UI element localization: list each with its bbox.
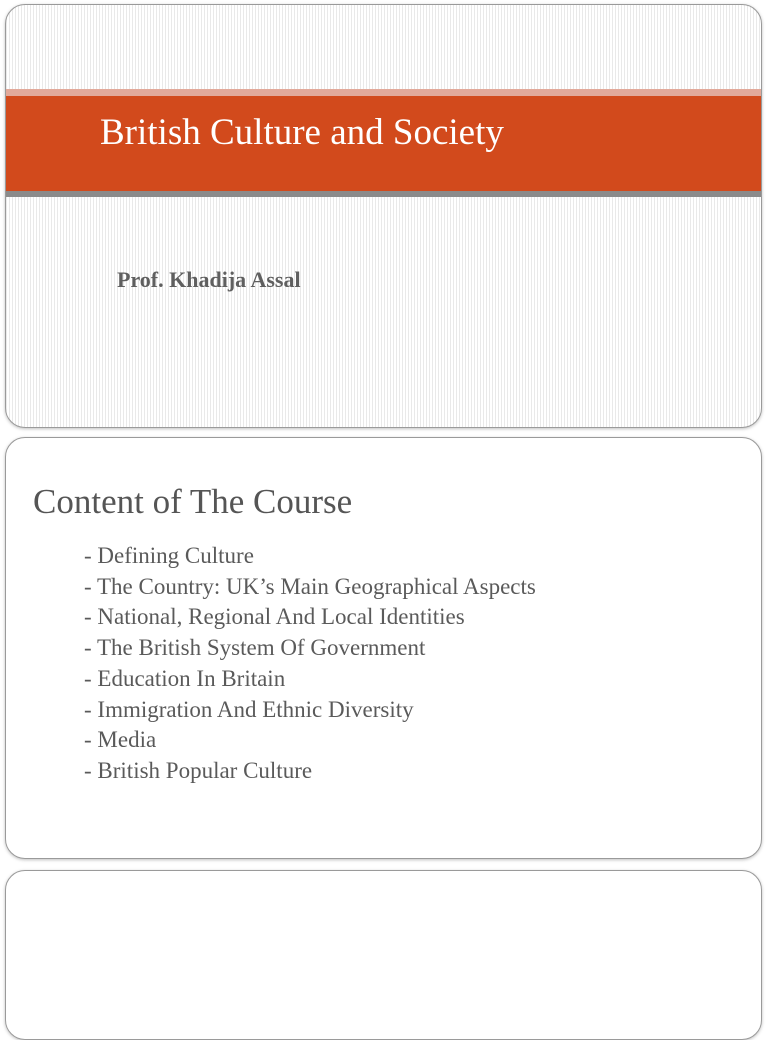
slide-subtitle: Prof. Khadija Assal [117, 267, 301, 292]
list-item: - Media [84, 727, 157, 753]
title-band-shadow [6, 191, 761, 197]
list-item: - Education In Britain [84, 665, 286, 691]
content-slide [5, 437, 762, 859]
next-slide-partial [5, 870, 762, 1040]
content-slide-title: Content of The Course [33, 482, 353, 521]
title-band-highlight [6, 89, 761, 96]
list-item: - Immigration And Ethnic Diversity [84, 696, 414, 722]
course-topics-list [84, 541, 536, 787]
list-item: - The Country: UK’s Main Geographical Aspects [84, 573, 536, 599]
list-item: - National, Regional And Local Identities [84, 604, 465, 630]
title-slide [5, 4, 762, 428]
list-item: - British Popular Culture [84, 757, 313, 783]
slide-title: British Culture and Society [100, 112, 504, 153]
list-item: - Defining Culture [84, 543, 254, 568]
list-item: - The British System Of Government [84, 635, 426, 661]
